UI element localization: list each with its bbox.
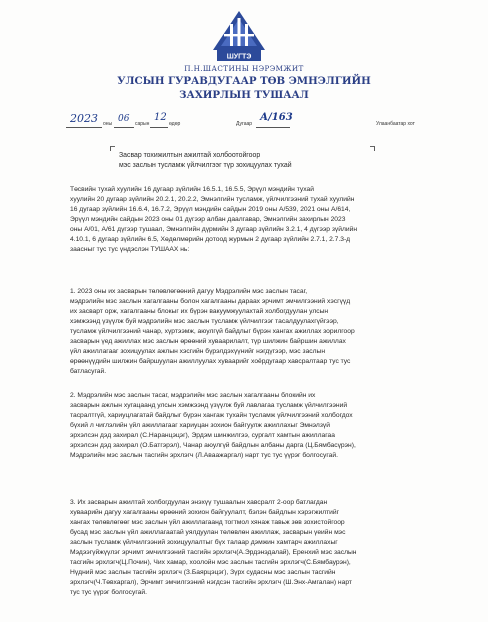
clause-2-line: Мэдрэлийн мэс заслын тасгийн эрхлэгч (Л.Аваажаргал) нарт тус тус үүрэг болгосугай. [70, 452, 338, 460]
clause-1-line: батласугай. [70, 368, 107, 376]
number-label: Дугаар [236, 121, 253, 127]
logo-text: ШУГТЭ [226, 53, 252, 61]
clause-3 [70, 498, 357, 598]
preamble-line: Төсвийн тухай хуулийн 16 дугаар зүйлийн 16.5.1, 16.5.5, Эрүүл мэндийн тухай [70, 186, 314, 193]
handwritten-day: 12 [154, 112, 167, 123]
clause-3-line: Мэдээгүйжүүлэг эрчимт эмчилгээний тасгийн эрхлэгч(А.Эрдэнэдалай), Еренхий мэс заслын [70, 549, 357, 557]
clause-3-line: Нүдний мэс заслын тасгийн эрхлэгч (З.Баярцэцэг), Зүрх судасны мэс заслын тасгийн [70, 569, 336, 577]
clause-2-line: 2. Мэдрэлийн мэс заслын тасаг, мэдрэлийн мэс заслын хагалгааны блокийн их [70, 392, 316, 399]
clause-1 [70, 287, 355, 377]
day-label: өдөр [169, 121, 181, 127]
clause-2-line: эрхэлсэн дэд захирал (С.Наранцэцэг), Эрдэм шинжилгээ, сургалт хамтын ажиллагаа [70, 432, 335, 440]
preamble-line: Эрүүл мэндийн сайдын 2023 оны 01 дүгээр албан даалгавар, Эмнэлгийн захирлын 2023 [70, 216, 346, 224]
order-title-line2: ЗАХИРЛЫН ТУШААЛ [179, 89, 309, 101]
clause-1-line: хэмжээнд үзүүлж буй мэдрэлийн мэс заслын тусламж үйлчилгээг тасалдуулахгүйгээр, [70, 318, 339, 326]
subject-corner-left-icon [110, 146, 115, 151]
clause-3-line: бусад мэс заслын үйл ажиллагаатай уялдуулан төлөвлөн ажиллаж, засварын үеийн мэс [70, 529, 346, 537]
clause-3-line: тус тус үүрэг болгосугай. [70, 589, 147, 597]
preamble-line: 4.10.1, 6 дугаар зүйлийн 6.5, Хөдөлмөрийн дотоод журмын 2 дугаар зүйлийн 2.7.1, 2.7.3-д [70, 236, 351, 244]
clause-1-line: өрөөнүүдийн шилжин байршуулан ажиллуулах хуваарийг хоёрдугаар хавсралтаар тус тус [70, 358, 351, 366]
handwritten-order-number: А/163 [260, 112, 293, 123]
clause-3-line: заслын тусламж үйлчилгээний зохицуулалтыг бүх талаар дэмжин хамтарч ажиллахыг [70, 539, 338, 547]
clause-2-line: тасралтгүй, хариуцлагатай байдлыг бүрэн хангаж тухайн тусламж үйлчилгээний холбогдох [70, 412, 353, 420]
clause-1-line: засварын үед ажиллах мэс заслын өрөөний хуваарилалт, түр шилжин байршин ажиллах [70, 338, 346, 346]
subject-line1: Засвар тохижилтын ажилтай холбоотойгоор [119, 152, 261, 159]
order-title-line1: УЛСЫН ГУРАВДУГААР ТӨВ ЭМНЭЛГИЙН [117, 75, 371, 87]
clause-3-line: тасгийн эрхлэгч(Ц.Почин), Чих хамар, хоолойн мэс заслын тасгийн эрхлэгч(С.Бямбаурэн), [70, 559, 351, 567]
clause-2-line: эрхэлсэн дэд захирал (О.Батгэрэл), Чанар аюулгүй байдлын албаны дарга (Ц.Бямбасүрэн), [70, 442, 356, 450]
order-dateline [66, 112, 446, 130]
preamble-line: заасныг тус тус үндэслэн ТУШААХ нь: [70, 246, 190, 254]
subject-line2: мэс заслын тусламж үйлчилгээг түр зохицуулах тухай [119, 162, 292, 170]
organization-name: П.Н.ШАСТИНЫ НЭРЭМЖИТ [184, 64, 304, 73]
clause-2-line: бүхий л чиглэлийн үйл ажиллагааг хариуцан зохион байгуулж ажиллахыг Эмнэлзүй [70, 422, 330, 430]
clause-3-line: 3. Их засварын ажилтай холбогдуулан энэхүү тушаалын хавсралт 2-оор батлагдан [70, 499, 328, 506]
handwritten-month: 06 [118, 114, 130, 124]
hospital-logo-icon [212, 10, 266, 62]
clause-3-line: эрхлэгч(Ч.Төвхаргал), Эрчимт эмчилгээний нэгдсэн тасгийн эрхлэгч (Ш.Энх-Амгалан) нарт [70, 579, 352, 587]
preamble-line: оны А/01, А/61 дүгээр тушаал, Эмнэлгийн дүрмийн 3 дугаар зүйлийн 3.2.1, 4 дүгээр зүйлийн [70, 226, 358, 234]
clause-1-line: тусламж үйлчилгээний чанар, хүртээмж, аюулгүй байдлыг бүрэн хангах ажиллах зорилгоор [70, 328, 355, 336]
month-label: сарын [135, 121, 150, 127]
city-label: Улаанбаатар хот [376, 121, 415, 127]
clause-2-line: засварын ажлын хугацаанд улсын хэмжээнд үзүүлж буй лавлагаа тусламж үйлчилгээний [70, 402, 348, 410]
clause-3-line: хангах төлөвлөгөөг мэс заслын үйл ажиллагаанд тогтмол хянаж тавьж зөв зохистойгоор [70, 519, 345, 527]
order-subject [119, 151, 399, 171]
year-label: оны [103, 121, 113, 127]
clause-1-line: 1. 2023 оны их засварын төлөвлөгөөний дагуу Мэдрэлийн мэс заслын тасаг, [70, 288, 308, 295]
preamble-line: 16 дугаар зүйлийн 16.6.4, 16.7.2, Эрүүл мэндийн сайдын 2019 оны А/539, 2021 оны А/614, [70, 206, 351, 214]
clause-2 [70, 391, 356, 461]
preamble-paragraph [70, 185, 357, 255]
preamble-line: хуулийн 20 дугаар зүйлийн 20.2.1, 20.2.2, Эмнэлгийн тусламж, үйлчилгээний тухай хуулийн [70, 196, 355, 204]
clause-1-line: үйл ажиллагааг зохицуулах ажлын хэсгийн бүрэлдэхүүнийг нэгдүгээр, мэс заслын [70, 348, 326, 356]
clause-3-line: хуваарийн дагуу хагалгааны өрөөний зохион байгуулалт, бэлэн байдлын хэрэгжилтийг [70, 509, 340, 517]
clause-1-line: мэдрэлийн мэс заслын хагалгааны болон хагалгааны дараах эрчимт эмчилгээний хэсгүүд [70, 298, 351, 306]
handwritten-year: 2023 [70, 112, 98, 125]
clause-1-line: их засварт орж, хагалгааны блокыг их бүрэн вакуумжуулахтай холбогдуулан улсын [70, 308, 329, 316]
